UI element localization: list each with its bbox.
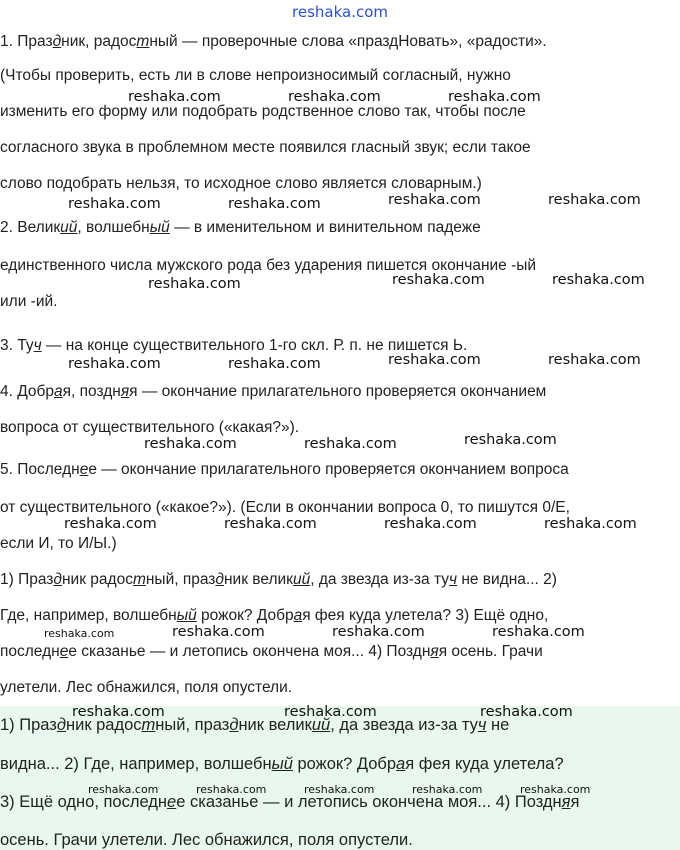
- watermark-text: reshaka.com: [172, 624, 265, 640]
- text-run: — в именительном и винительном падеже: [169, 219, 481, 236]
- watermark-text: reshaka.com: [228, 196, 321, 212]
- watermark-text: reshaka.com: [228, 356, 321, 372]
- text-line: [0, 218, 481, 238]
- text-run: ник радос: [65, 716, 142, 734]
- highlighted-letter: ий: [311, 716, 331, 734]
- text-run: 1) Праз: [0, 716, 57, 734]
- text-run: , волшебн: [77, 219, 150, 236]
- text-run: я осень. Грачи: [438, 643, 543, 660]
- text-line: [0, 534, 117, 554]
- watermark-text: reshaka.com: [288, 89, 381, 105]
- text-run: не: [486, 716, 510, 734]
- text-run: ник велик: [238, 716, 312, 734]
- text-run: последн: [0, 643, 60, 660]
- text-line: [0, 678, 292, 698]
- text-run: не видна... 2): [457, 571, 557, 588]
- highlighted-letter: а: [293, 607, 303, 624]
- highlighted-letter: д: [229, 716, 239, 734]
- text-run: 1) Праз: [0, 571, 54, 588]
- watermark-text: reshaka.com: [392, 272, 485, 288]
- text-run: 1. Праз: [0, 33, 53, 50]
- watermark-text: reshaka.com: [44, 627, 115, 640]
- watermark-text: reshaka.com: [388, 352, 481, 368]
- highlighted-letter: ч: [448, 571, 458, 588]
- highlighted-letter: д: [56, 716, 66, 734]
- highlighted-letter: т: [141, 716, 156, 734]
- highlighted-letter: ч: [477, 716, 487, 734]
- text-line: [0, 138, 531, 158]
- text-run: рожок? Добр: [292, 755, 397, 773]
- text-run: согласного звука в проблемном месте появился гласный звук; если такое: [0, 139, 531, 156]
- text-run: — на конце существительного 1-го скл. Р. п. не пишется Ь.: [41, 337, 468, 354]
- highlighted-letter: ий: [292, 571, 311, 588]
- highlighted-letter: д: [53, 571, 62, 588]
- watermark-text: reshaka.com: [292, 3, 388, 21]
- text-run: изменить его форму или подобрать родственное слово так, чтобы после: [0, 103, 526, 120]
- highlighted-letter: е: [167, 793, 177, 811]
- watermark-text: reshaka.com: [548, 192, 641, 208]
- watermark-text: reshaka.com: [552, 272, 645, 288]
- text-run: вопроса от существительного («какая?»).: [0, 419, 300, 436]
- watermark-text: reshaka.com: [548, 352, 641, 368]
- text-run: (Чтобы проверить, есть ли в слове непроизносимый согласный, нужно: [0, 67, 511, 84]
- text-run: ник велик: [224, 571, 293, 588]
- highlighted-letter: ый: [176, 607, 197, 624]
- text-run: 3) Ещё одно, последн: [0, 793, 168, 811]
- watermark-text: reshaka.com: [144, 436, 237, 452]
- highlighted-letter: е: [79, 461, 89, 478]
- highlighted-letter: т: [132, 571, 146, 588]
- highlighted-letter: а: [396, 755, 406, 773]
- text-run: я фея куда улетела?: [405, 755, 564, 773]
- highlighted-letter: ий: [60, 219, 78, 236]
- text-run: 4. Добр: [0, 383, 55, 400]
- text-run: 5. Последн: [0, 461, 80, 478]
- text-line: [0, 382, 546, 402]
- watermark-text: reshaka.com: [464, 432, 557, 448]
- text-run: рожок? Добр: [196, 607, 294, 624]
- text-run: осень. Грачи улетели. Лес обнажился, поля опустели.: [0, 831, 413, 849]
- text-run: ный, праз: [145, 571, 216, 588]
- watermark-text: reshaka.com: [128, 89, 221, 105]
- text-line: [0, 606, 548, 626]
- text-line: [0, 498, 570, 518]
- watermark-text: reshaka.com: [332, 624, 425, 640]
- watermark-text: reshaka.com: [148, 276, 241, 292]
- watermark-text: reshaka.com: [388, 192, 481, 208]
- highlighted-letter: ый: [149, 219, 170, 236]
- text-line: [0, 642, 543, 662]
- text-line: [0, 292, 57, 312]
- text-line: [0, 102, 526, 122]
- text-run: или -ий.: [0, 293, 58, 310]
- answer-text-line: [0, 754, 564, 774]
- text-run: Где, например, волшебн: [0, 607, 177, 624]
- text-run: , да звезда из-за ту: [330, 716, 478, 734]
- watermark-text: reshaka.com: [492, 624, 585, 640]
- text-line: [0, 460, 569, 480]
- text-line: [0, 570, 557, 590]
- watermark-text: reshaka.com: [520, 783, 591, 796]
- watermark-text: reshaka.com: [448, 89, 541, 105]
- text-line: [0, 32, 547, 52]
- watermark-text: reshaka.com: [196, 783, 267, 796]
- text-run: от существительного («какое?»). (Если в окончании вопроса 0, то пишутся 0/Е,: [0, 499, 570, 516]
- highlighted-letter: д: [52, 33, 62, 50]
- text-run: видна... 2) Где, например, волшебн: [0, 755, 272, 773]
- text-line: [0, 66, 511, 86]
- watermark-text: reshaka.com: [480, 704, 573, 720]
- text-run: я фея куда улетела? 3) Ещё одно,: [302, 607, 549, 624]
- watermark-text: reshaka.com: [68, 196, 161, 212]
- text-run: 3. Ту: [0, 337, 34, 354]
- text-run: е сказанье — и летопись окончена моя... 4) Поздн: [68, 643, 431, 660]
- text-run: единственного числа мужского рода без ударения пишется окончание -ый: [0, 257, 537, 274]
- highlighted-letter: ый: [271, 755, 293, 773]
- text-run: если И, то И/Ы.): [0, 535, 117, 552]
- answer-text-line: [0, 792, 579, 812]
- text-run: ный — проверочные слова «праздНовать», «радости».: [149, 33, 547, 50]
- highlighted-letter: а: [54, 383, 63, 400]
- text-run: е — окончание прилагательного проверяется окончанием вопроса: [88, 461, 569, 478]
- watermark-text: reshaka.com: [284, 704, 377, 720]
- answer-text-line: [0, 830, 413, 850]
- text-run: я, поздн: [62, 383, 121, 400]
- text-line: [0, 174, 482, 194]
- text-run: я — окончание прилагательного проверяется окончанием: [129, 383, 547, 400]
- highlighted-letter: ч: [33, 337, 42, 354]
- text-line: [0, 418, 299, 438]
- watermark-text: reshaka.com: [304, 783, 375, 796]
- highlighted-letter: я: [561, 793, 571, 811]
- highlighted-letter: я: [120, 383, 130, 400]
- text-run: улетели. Лес обнажился, поля опустели.: [0, 679, 293, 696]
- highlighted-letter: я: [430, 643, 439, 660]
- text-run: е сказанье — и летопись окончена моя... 4) Поздн: [176, 793, 562, 811]
- text-run: ник, радос: [61, 33, 137, 50]
- watermark-text: reshaka.com: [64, 516, 157, 532]
- watermark-text: reshaka.com: [72, 704, 165, 720]
- watermark-text: reshaka.com: [384, 516, 477, 532]
- watermark-text: reshaka.com: [68, 356, 161, 372]
- text-run: ный, праз: [155, 716, 230, 734]
- text-run: ник радос: [61, 571, 133, 588]
- watermark-text: reshaka.com: [544, 516, 637, 532]
- watermark-text: reshaka.com: [88, 783, 159, 796]
- highlighted-letter: д: [215, 571, 224, 588]
- text-run: слово подобрать нельзя, то исходное слово является словарным.): [0, 175, 482, 192]
- text-run: я: [570, 793, 580, 811]
- text-run: , да звезда из-за ту: [310, 571, 449, 588]
- text-run: 2. Велик: [0, 219, 61, 236]
- watermark-text: reshaka.com: [224, 516, 317, 532]
- watermark-text: reshaka.com: [304, 436, 397, 452]
- highlighted-letter: е: [59, 643, 69, 660]
- highlighted-letter: т: [136, 33, 150, 50]
- watermark-text: reshaka.com: [412, 783, 483, 796]
